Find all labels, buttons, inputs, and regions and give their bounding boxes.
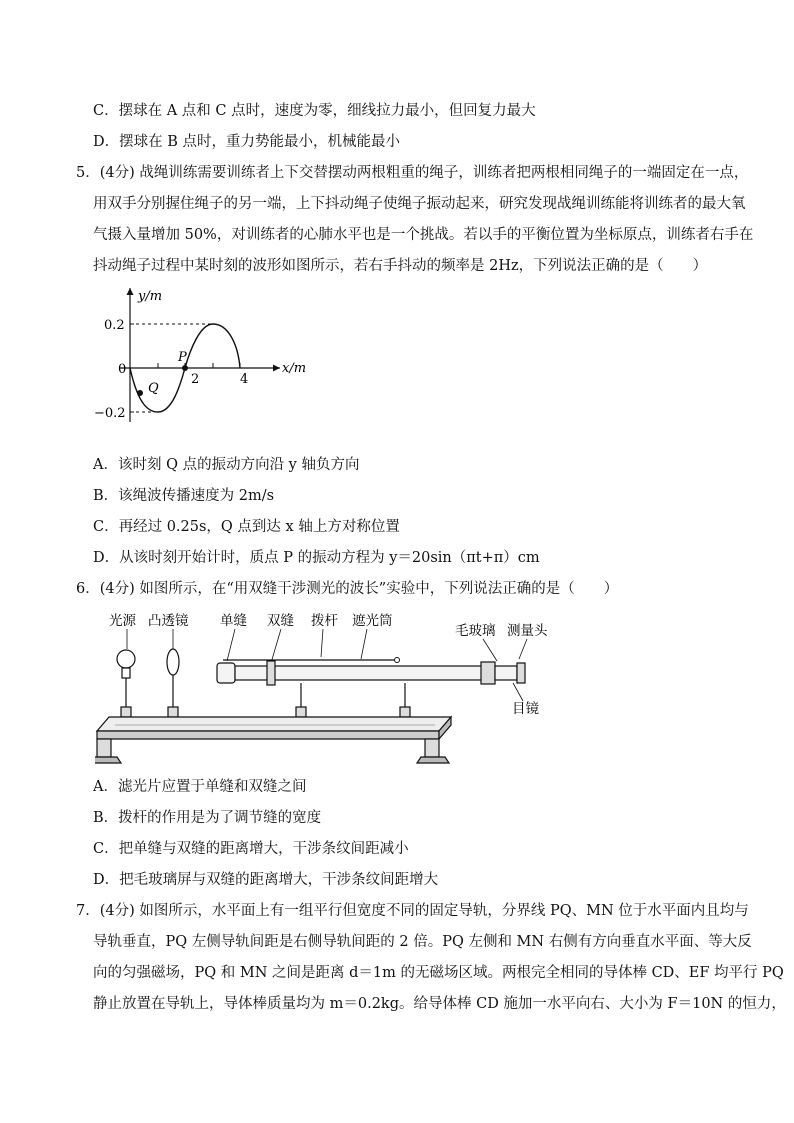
q5-option-d: D．从该时刻开始计时，质点 P 的振动方程为 y＝20sin（πt+π）cm (93, 550, 540, 566)
x-tick-4: 4 (240, 372, 249, 387)
q6-option-a: A．滤光片应置于单缝和双缝之间 (93, 779, 307, 795)
point-q-label: Q (148, 381, 159, 396)
q5-stem-line-4: 抖动绳子过程中某时刻的波形如图所示，若右手抖动的频率是 2Hz，下列说法正确的是（ ） (93, 258, 708, 274)
q5-stem-line-1: 5．(4分) 战绳训练需要训练者上下交替摆动两根粗重的绳子，训练者把两根相同绳子的一端固定在一点， (76, 165, 749, 181)
point-p-dot (182, 365, 188, 371)
x-tick-2: 2 (191, 372, 200, 387)
origin-label: 0 (118, 362, 127, 377)
point-q-dot (137, 390, 143, 396)
q7-stem-line-3: 向的匀强磁场，PQ 和 MN 之间是距离 d＝1m 的无磁场区域。两根完全相同的导体棒 CD、EF 均平行 PQ (93, 965, 784, 981)
shade-tube (217, 661, 525, 717)
q7-stem-line-1: 7．(4分) 如图所示，水平面上有一组平行但宽度不同的固定导轨，分界线 PQ、MN 位于水平面内且均与 (76, 903, 749, 919)
label-shade-tube: 遮光筒 (352, 613, 393, 629)
y-axis-label: y/m (138, 289, 163, 304)
y-tick-top: 0.2 (104, 318, 125, 333)
double-slit-apparatus (95, 607, 555, 767)
label-light-source: 光源 (109, 613, 136, 629)
wave-graph (90, 282, 330, 432)
label-double-slit: 双缝 (267, 613, 294, 629)
convex-lens-icon (167, 649, 179, 717)
q5-option-c: C．再经过 0.25s，Q 点到达 x 轴上方对称位置 (93, 519, 400, 535)
q4-option-c: C．摆球在 A 点和 C 点时，速度为零，细线拉力最小，但回复力最大 (93, 103, 536, 119)
q7-stem-line-2: 导轨垂直，PQ 左侧导轨间距是右侧导轨间距的 2 倍。PQ 左侧和 MN 右侧有方向垂直水平面、等大反 (93, 934, 752, 950)
q6-stem: 6．(4分) 如图所示，在“用双缝干涉测光的波长”实验中，下列说法正确的是（ ） (76, 581, 619, 597)
label-lever: 拨杆 (311, 613, 338, 629)
q6-option-c: C．把单缝与双缝的距离增大，干涉条纹间距减小 (93, 841, 409, 857)
q6-option-b: B．拨杆的作用是为了调节缝的宽度 (93, 810, 322, 826)
x-axis-label: x/m (282, 361, 307, 376)
q4-option-d: D．摆球在 B 点时，重力势能最小，机械能最小 (93, 134, 400, 150)
q5-option-a: A．该时刻 Q 点的振动方向沿 y 轴负方向 (93, 457, 360, 473)
q7-stem-line-4: 静止放置在导轨上，导体棒质量均为 m＝0.2kg。给导体棒 CD 施加一水平向右、大小为 F＝10N 的恒力， (93, 996, 786, 1012)
q5-option-b: B．该绳波传播速度为 2m/s (93, 488, 275, 504)
q5-stem-line-3: 气摄入量增加 50%，对训练者的心肺水平也是一个挑战。若以手的平衡位置为坐标原点，训练者右手在 (93, 227, 754, 243)
label-frosted-glass: 毛玻璃 (455, 623, 496, 639)
point-p-label: P (178, 350, 187, 365)
label-convex-lens: 凸透镜 (148, 613, 189, 629)
y-tick-bottom: −0.2 (94, 406, 126, 421)
label-single-slit: 单缝 (220, 613, 247, 629)
q5-stem-line-2: 用双手分别握住绳子的另一端，上下抖动绳子使绳子振动起来，研究发现战绳训练能将训练者的最大氧 (93, 196, 746, 212)
q6-option-d: D．把毛玻璃屏与双缝的距离增大，干涉条纹间距增大 (93, 872, 439, 888)
label-eyepiece: 目镜 (512, 701, 539, 717)
label-measuring-head: 测量头 (507, 623, 548, 639)
optical-bench (95, 717, 451, 763)
light-bulb-icon (117, 650, 135, 717)
